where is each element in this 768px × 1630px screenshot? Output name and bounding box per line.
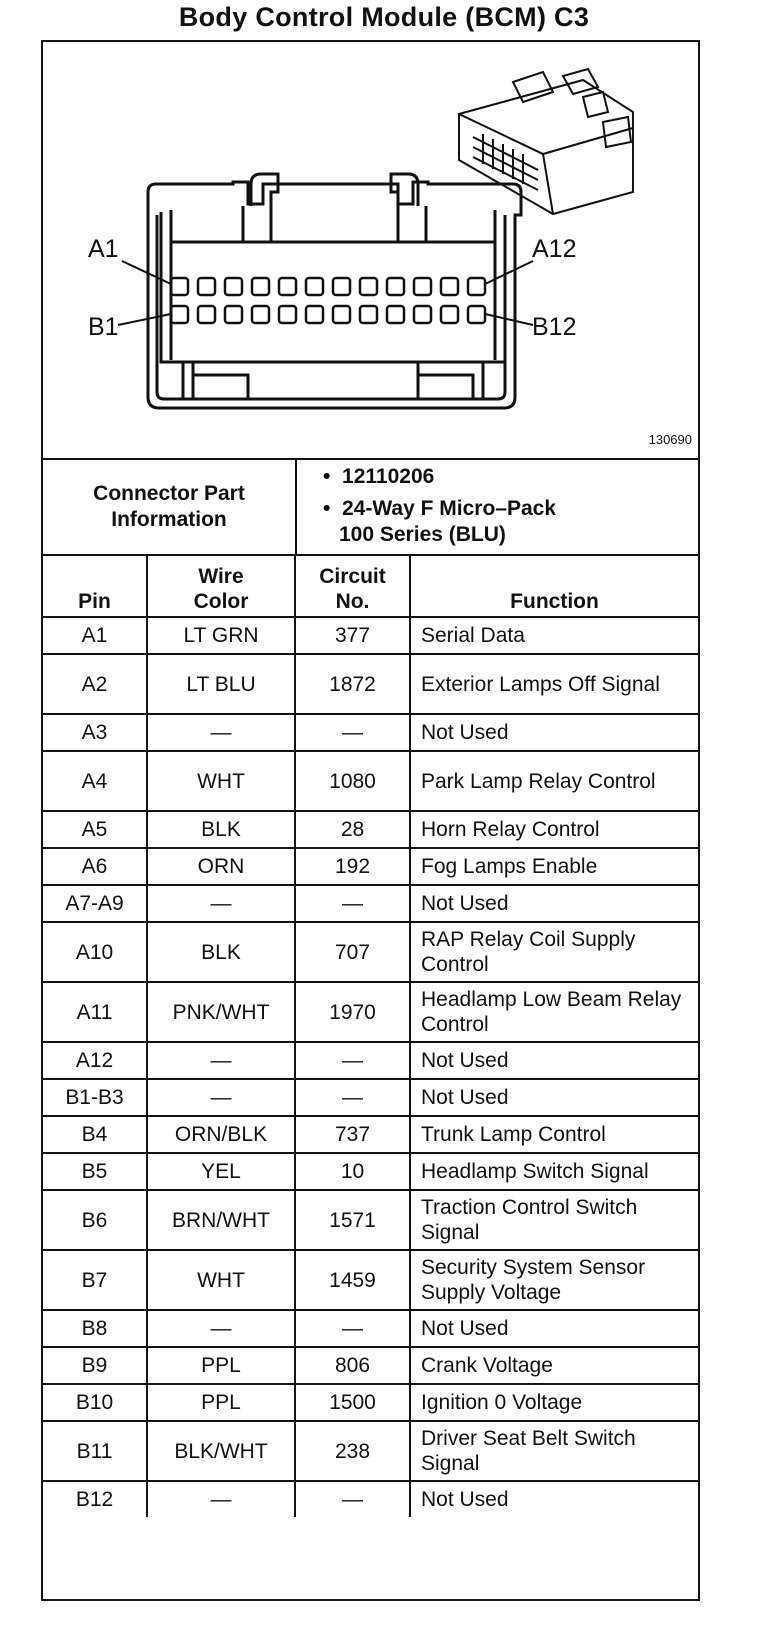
header-circuit-no: Circuit No.	[295, 556, 410, 617]
cell-wire-color: PPL	[147, 1347, 295, 1384]
cell-pin: B12	[43, 1481, 147, 1517]
cell-pin: A5	[43, 811, 147, 848]
cell-function: Crank Voltage	[410, 1347, 698, 1384]
cell-circuit-no: 737	[295, 1116, 410, 1153]
cell-function: Not Used	[410, 885, 698, 922]
table-row	[43, 1250, 698, 1310]
pinout-table-body	[43, 617, 698, 1517]
cell-pin: A11	[43, 982, 147, 1042]
part-number: • 12110206	[323, 465, 435, 488]
table-row	[43, 654, 698, 714]
cell-wire-color: YEL	[147, 1153, 295, 1190]
table-row	[43, 1481, 698, 1517]
cell-wire-color: WHT	[147, 1250, 295, 1310]
cell-pin: A10	[43, 922, 147, 982]
cell-pin: B7	[43, 1250, 147, 1310]
cell-circuit-no: 377	[295, 617, 410, 654]
cell-pin: A2	[43, 654, 147, 714]
table-row	[43, 982, 698, 1042]
cell-function: Not Used	[410, 1481, 698, 1517]
connector-face-illustration	[43, 42, 698, 458]
part-description: • 24-Way F Micro–Pack 100 Series (BLU)	[323, 497, 557, 546]
table-row	[43, 1079, 698, 1116]
cell-pin: A3	[43, 714, 147, 751]
cell-pin: B5	[43, 1153, 147, 1190]
cell-circuit-no: 707	[295, 922, 410, 982]
cell-pin: B8	[43, 1310, 147, 1347]
pin-label-b1: B1	[88, 313, 119, 341]
cell-pin: B6	[43, 1190, 147, 1250]
cell-function: Ignition 0 Voltage	[410, 1384, 698, 1421]
cell-function: Park Lamp Relay Control	[410, 751, 698, 811]
connector-sheet	[41, 40, 700, 1601]
table-row	[43, 922, 698, 982]
cell-circuit-no: 806	[295, 1347, 410, 1384]
table-row	[43, 885, 698, 922]
table-row	[43, 1042, 698, 1079]
cell-function: Horn Relay Control	[410, 811, 698, 848]
cell-function: Trunk Lamp Control	[410, 1116, 698, 1153]
cell-function: Traction Control Switch Signal	[410, 1190, 698, 1250]
connector-diagram	[43, 42, 698, 460]
cell-wire-color: PNK/WHT	[147, 982, 295, 1042]
cell-function: Serial Data	[410, 617, 698, 654]
cell-wire-color: BLK	[147, 922, 295, 982]
cell-wire-color: BLK/WHT	[147, 1421, 295, 1481]
cell-circuit-no: 28	[295, 811, 410, 848]
pin-label-a1: A1	[88, 235, 119, 263]
pin-label-b12: B12	[532, 313, 577, 341]
cell-circuit-no: 1459	[295, 1250, 410, 1310]
cell-pin: B1-B3	[43, 1079, 147, 1116]
pinout-table	[43, 556, 698, 1517]
cell-wire-color: LT BLU	[147, 654, 295, 714]
cell-wire-color: BLK	[147, 811, 295, 848]
cell-function: Not Used	[410, 714, 698, 751]
connector-part-label	[43, 460, 297, 554]
cell-function: Not Used	[410, 1042, 698, 1079]
cell-pin: A1	[43, 617, 147, 654]
cell-pin: B10	[43, 1384, 147, 1421]
connector-part-label-line2: Information	[111, 508, 227, 531]
cell-wire-color: LT GRN	[147, 617, 295, 654]
cell-pin: A4	[43, 751, 147, 811]
cell-wire-color: BRN/WHT	[147, 1190, 295, 1250]
table-row	[43, 1190, 698, 1250]
header-wire-color: Wire Color	[147, 556, 295, 617]
cell-circuit-no: —	[295, 1079, 410, 1116]
table-row	[43, 714, 698, 751]
pin-label-a12: A12	[532, 235, 577, 263]
table-row	[43, 617, 698, 654]
table-row	[43, 1421, 698, 1481]
cell-wire-color: —	[147, 1310, 295, 1347]
cell-function: Driver Seat Belt Switch Signal	[410, 1421, 698, 1481]
connector-part-values	[297, 464, 697, 548]
cell-function: Headlamp Low Beam Relay Control	[410, 982, 698, 1042]
table-header-row	[43, 556, 698, 617]
cell-wire-color: ORN/BLK	[147, 1116, 295, 1153]
cell-circuit-no: 238	[295, 1421, 410, 1481]
cell-circuit-no: —	[295, 1042, 410, 1079]
cell-circuit-no: 1970	[295, 982, 410, 1042]
cell-circuit-no: 1080	[295, 751, 410, 811]
cell-function: RAP Relay Coil Supply Control	[410, 922, 698, 982]
cell-function: Headlamp Switch Signal	[410, 1153, 698, 1190]
cell-circuit-no: 1571	[295, 1190, 410, 1250]
cell-function: Fog Lamps Enable	[410, 848, 698, 885]
table-row	[43, 751, 698, 811]
table-row	[43, 811, 698, 848]
cell-pin: A7-A9	[43, 885, 147, 922]
cell-pin: A12	[43, 1042, 147, 1079]
cell-circuit-no: 1872	[295, 654, 410, 714]
cell-function: Exterior Lamps Off Signal	[410, 654, 698, 714]
cell-circuit-no: —	[295, 714, 410, 751]
cell-wire-color: WHT	[147, 751, 295, 811]
table-row	[43, 1347, 698, 1384]
table-row	[43, 1153, 698, 1190]
cell-pin: A6	[43, 848, 147, 885]
figure-number: 130690	[648, 432, 692, 447]
cell-function: Not Used	[410, 1079, 698, 1116]
cell-wire-color: —	[147, 1079, 295, 1116]
header-function: Function	[410, 556, 698, 617]
cell-wire-color: —	[147, 885, 295, 922]
cell-function: Security System Sensor Supply Voltage	[410, 1250, 698, 1310]
table-row	[43, 1310, 698, 1347]
cell-circuit-no: —	[295, 1310, 410, 1347]
cell-wire-color: —	[147, 1481, 295, 1517]
table-row	[43, 1384, 698, 1421]
cell-circuit-no: 10	[295, 1153, 410, 1190]
connector-part-info	[43, 460, 698, 556]
cell-circuit-no: 192	[295, 848, 410, 885]
cell-circuit-no: —	[295, 1481, 410, 1517]
cell-function: Not Used	[410, 1310, 698, 1347]
cell-circuit-no: 1500	[295, 1384, 410, 1421]
cell-wire-color: PPL	[147, 1384, 295, 1421]
cell-pin: B11	[43, 1421, 147, 1481]
cell-wire-color: —	[147, 1042, 295, 1079]
cell-pin: B4	[43, 1116, 147, 1153]
cell-pin: B9	[43, 1347, 147, 1384]
cell-circuit-no: —	[295, 885, 410, 922]
connector-part-label-line1: Connector Part	[93, 482, 245, 505]
table-row	[43, 848, 698, 885]
header-pin: Pin	[43, 556, 147, 617]
table-row	[43, 1116, 698, 1153]
cell-wire-color: ORN	[147, 848, 295, 885]
cell-wire-color: —	[147, 714, 295, 751]
page-title: Body Control Module (BCM) C3	[178, 2, 590, 32]
